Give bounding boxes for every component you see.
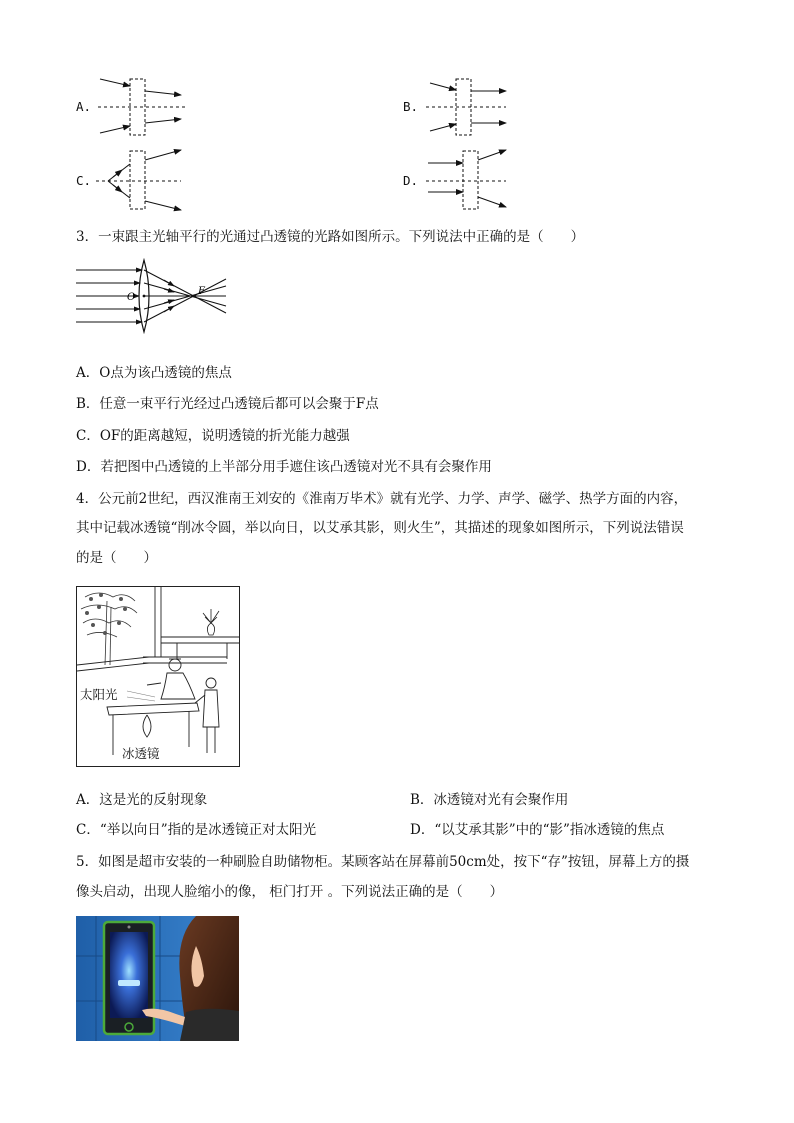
q2-option-d-label[interactable]: D. [403,173,419,188]
q4-stem-line-2: 其中记载冰透镜“削冰令圆，举以向日，以艾承其影，则火生”，其描述的现象如图所示，下列说法错误 [76,520,684,536]
q4-option-a[interactable]: A．这是光的反射现象 [76,792,208,808]
q4-sun-light-label: 太阳光 [80,687,118,702]
q3-option-a[interactable]: A．O点为该凸透镜的焦点 [76,365,232,381]
q4-option-c[interactable]: C．“举以向日”指的是冰透镜正对太阳光 [76,822,317,838]
q2-option-a-label[interactable]: A. [76,99,92,114]
q2-option-b-label[interactable]: B. [403,99,419,114]
q5-stem-line-1: 5．如图是超市安装的一种刷脸自助储物柜。某顾客站在屏幕前50cm处，按下“存”按钮，屏幕上方的摄 [76,854,690,870]
q2-option-b-diagram [426,79,506,135]
q2-option-c-label[interactable]: C. [76,173,92,188]
q2-options-figure [0,0,794,215]
q4-option-d[interactable]: D．“以艾承其影”中的“影”指冰透镜的焦点 [410,822,665,838]
q2-option-d-diagram [426,150,506,209]
q3-option-d[interactable]: D．若把图中凸透镜的上半部分用手遮住该凸透镜对光不具有会聚作用 [76,459,492,475]
q3-convex-lens-figure [76,258,246,334]
q2-option-c-diagram [96,150,181,210]
q4-stem-line-1: 4．公元前2世纪，西汉淮南王刘安的《淮南万毕术》就有光学、力学、声学、磁学、热学方面的内容， [76,491,688,507]
q2-option-a-diagram [98,79,185,135]
q3-point-f-label: F [198,286,205,297]
q4-option-b[interactable]: B．冰透镜对光有会聚作用 [410,792,569,808]
q5-stem-line-2: 像头启动，出现人脸缩小的像， 柜门打开 。下列说法正确的是（ ） [76,884,504,900]
q3-option-b[interactable]: B．任意一束平行光经过凸透镜后都可以会聚于F点 [76,396,379,412]
q3-option-c[interactable]: C．OF的距离越短，说明透镜的折光能力越强 [76,428,350,444]
q4-ice-lens-label: 冰透镜 [122,746,160,761]
q4-ancient-illustration [76,586,240,767]
q4-stem-line-3: 的是（ ） [76,550,157,566]
q3-point-o-label: O [127,292,136,303]
q5-face-locker-photo [76,916,239,1041]
q3-stem: 3．一束跟主光轴平行的光通过凸透镜的光路如图所示。下列说法中正确的是（ ） [76,229,585,245]
